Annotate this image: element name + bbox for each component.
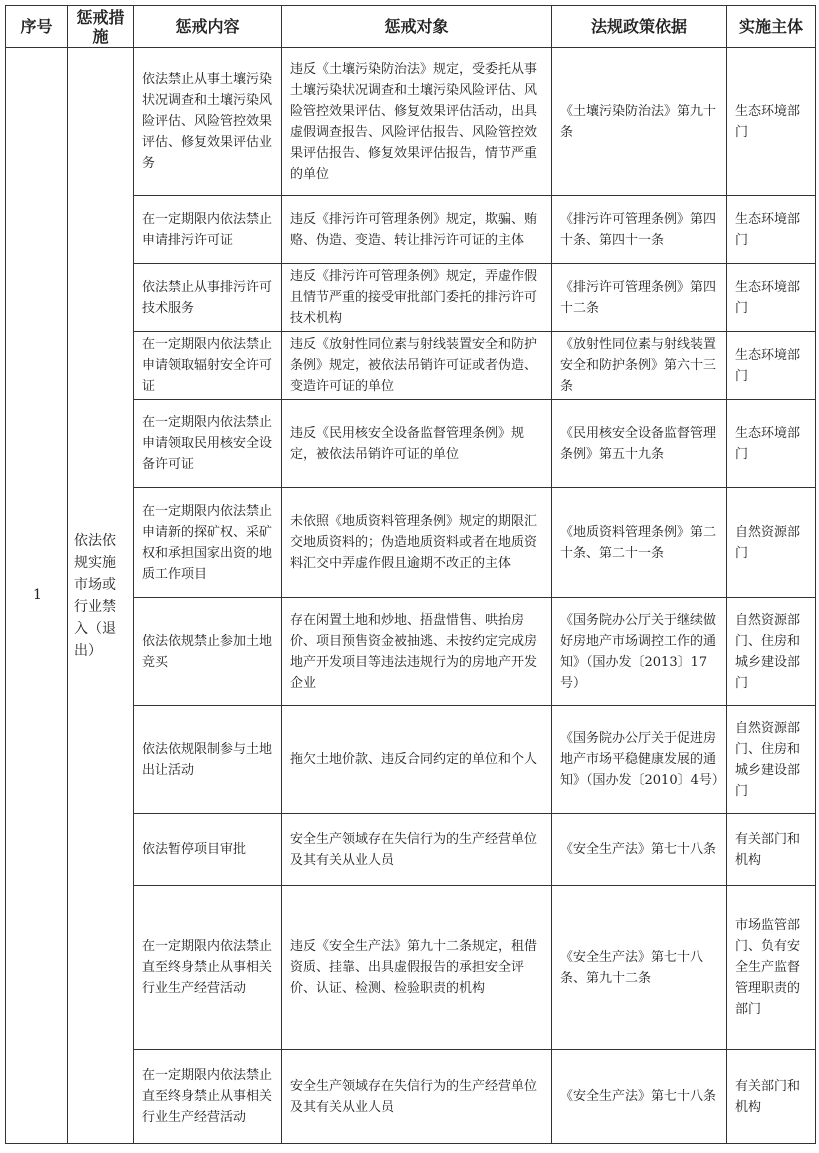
disciplinary-measures-table <box>5 5 816 1144</box>
document-page <box>5 5 815 1144</box>
basis-cell: 《国务院办公厅关于促进房地产市场平稳健康发展的通知》（国办发〔2010〕4号） <box>552 706 727 814</box>
basis-cell: 《安全生产法》第七十八条、第九十二条 <box>552 886 727 1050</box>
basis-cell: 《排污许可管理条例》第四十条、第四十一条 <box>552 196 727 264</box>
content-cell: 在一定期限内依法禁止直至终身禁止从事相关行业生产经营活动 <box>134 886 282 1050</box>
target-cell: 未依照《地质资料管理条例》规定的期限汇交地质资料的；伪造地质资料或者在地质资料汇交中弄虚作假且逾期不改正的主体 <box>282 488 552 598</box>
basis-cell: 《安全生产法》第七十八条 <box>552 814 727 886</box>
target-cell: 安全生产领域存在失信行为的生产经营单位及其有关从业人员 <box>282 1050 552 1144</box>
content-cell: 在一定期限内依法禁止直至终身禁止从事相关行业生产经营活动 <box>134 1050 282 1144</box>
target-cell: 拖欠土地价款、违反合同约定的单位和个人 <box>282 706 552 814</box>
basis-cell: 《排污许可管理条例》第四十二条 <box>552 264 727 332</box>
target-cell: 违反《放射性同位素与射线装置安全和防护条例》规定，被依法吊销许可证或者伪造、变造许可证的单位 <box>282 332 552 400</box>
header-seq: 序号 <box>6 6 68 48</box>
sequence-number: 1 <box>6 48 68 1144</box>
content-cell: 在一定期限内依法禁止申请领取民用核安全设备许可证 <box>134 400 282 488</box>
target-cell: 安全生产领域存在失信行为的生产经营单位及其有关从业人员 <box>282 814 552 886</box>
basis-cell: 《地质资料管理条例》第二十条、第二十一条 <box>552 488 727 598</box>
agency-cell: 生态环境部门 <box>727 196 816 264</box>
agency-cell: 自然资源部门 <box>727 488 816 598</box>
header-target: 惩戒对象 <box>282 6 552 48</box>
agency-cell: 生态环境部门 <box>727 332 816 400</box>
basis-cell: 《放射性同位素与射线装置安全和防护条例》第六十三条 <box>552 332 727 400</box>
content-cell: 依法禁止从事排污许可技术服务 <box>134 264 282 332</box>
content-cell: 依法禁止从事土壤污染状况调查和土壤污染风险评估、风险管控效果评估、修复效果评估业务 <box>134 48 282 196</box>
agency-cell: 生态环境部门 <box>727 48 816 196</box>
agency-cell: 生态环境部门 <box>727 400 816 488</box>
target-cell: 违反《民用核安全设备监督管理条例》规定，被依法吊销许可证的单位 <box>282 400 552 488</box>
table-row <box>6 48 816 196</box>
content-cell: 在一定期限内依法禁止申请新的探矿权、采矿权和承担国家出资的地质工作项目 <box>134 488 282 598</box>
basis-cell: 《安全生产法》第七十八条 <box>552 1050 727 1144</box>
target-cell: 违反《安全生产法》第九十二条规定，租借资质、挂靠、出具虚假报告的承担安全评价、认证、检测、检验职责的机构 <box>282 886 552 1050</box>
header-agency: 实施主体 <box>727 6 816 48</box>
agency-cell: 市场监管部门、负有安全生产监督管理职责的部门 <box>727 886 816 1050</box>
basis-cell: 《国务院办公厅关于继续做好房地产市场调控工作的通知》（国办发〔2013〕17号） <box>552 598 727 706</box>
header-row <box>6 6 816 48</box>
header-basis: 法规政策依据 <box>552 6 727 48</box>
target-cell: 违反《排污许可管理条例》规定，欺骗、贿赂、伪造、变造、转让排污许可证的主体 <box>282 196 552 264</box>
header-content: 惩戒内容 <box>134 6 282 48</box>
target-cell: 存在闲置土地和炒地、捂盘惜售、哄抬房价、项目预售资金被抽逃、未按约定完成房地产开发项目等违法违规行为的房地产开发企业 <box>282 598 552 706</box>
agency-cell: 生态环境部门 <box>727 264 816 332</box>
content-cell: 依法依规限制参与土地出让活动 <box>134 706 282 814</box>
agency-cell: 自然资源部门、住房和城乡建设部门 <box>727 706 816 814</box>
measure-cell: 依法依规实施市场或行业禁入（退出） <box>68 48 134 1144</box>
content-cell: 依法依规禁止参加土地竞买 <box>134 598 282 706</box>
basis-cell: 《民用核安全设备监督管理条例》第五十九条 <box>552 400 727 488</box>
content-cell: 在一定期限内依法禁止申请排污许可证 <box>134 196 282 264</box>
agency-cell: 自然资源部门、住房和城乡建设部门 <box>727 598 816 706</box>
agency-cell: 有关部门和机构 <box>727 814 816 886</box>
target-cell: 违反《土壤污染防治法》规定，受委托从事土壤污染状况调查和土壤污染风险评估、风险管控效果评估、修复效果评估活动，出具虚假调查报告、风险评估报告、风险管控效果评估报告、修复效果评估报告，情节严重的单位 <box>282 48 552 196</box>
basis-cell: 《土壤污染防治法》第九十条 <box>552 48 727 196</box>
content-cell: 在一定期限内依法禁止申请领取辐射安全许可证 <box>134 332 282 400</box>
target-cell: 违反《排污许可管理条例》规定，弄虚作假且情节严重的接受审批部门委托的排污许可技术机构 <box>282 264 552 332</box>
header-measure: 惩戒措施 <box>68 6 134 48</box>
agency-cell: 有关部门和机构 <box>727 1050 816 1144</box>
content-cell: 依法暂停项目审批 <box>134 814 282 886</box>
